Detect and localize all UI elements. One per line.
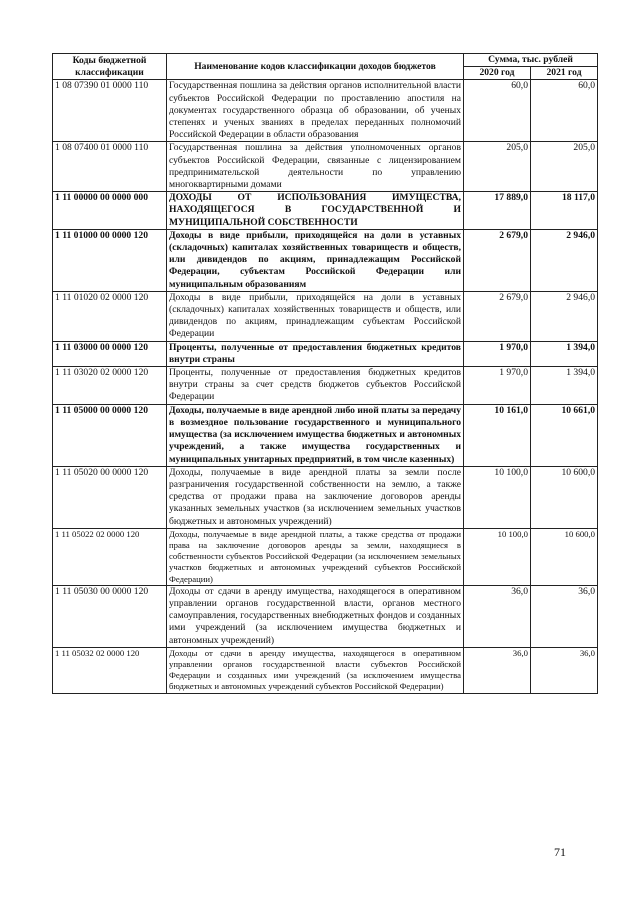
amount-2020: 10 100,0 (464, 466, 531, 528)
classification-code: 1 11 03000 00 0000 120 (53, 341, 167, 366)
revenue-name: Доходы от сдачи в аренду имущества, находящегося в оперативном управлении органов государственной власти, органов местного самоуправления, государственных внебюджетных фондов и созданных ими учреждений (за исключением имущества бюджетных и автономных учреждений) (167, 585, 464, 647)
classification-code: 1 11 05030 00 0000 120 (53, 585, 167, 647)
amount-2021: 205,0 (531, 142, 598, 192)
table-row (53, 647, 598, 693)
classification-code: 1 11 05032 02 0000 120 (53, 647, 167, 693)
amount-2021: 10 600,0 (531, 466, 598, 528)
amount-2020: 2 679,0 (464, 291, 531, 341)
table-row (53, 80, 598, 142)
table-body (53, 80, 598, 693)
header-code-column: Коды бюджетной классификации (53, 54, 167, 80)
classification-code: 1 11 01020 02 0000 120 (53, 291, 167, 341)
classification-code: 1 11 05000 00 0000 120 (53, 404, 167, 466)
page-number: 71 (554, 845, 566, 859)
amount-2021: 60,0 (531, 80, 598, 142)
amount-2021: 18 117,0 (531, 192, 598, 230)
revenue-name: Доходы от сдачи в аренду имущества, находящегося в оперативном управлении органов государственной власти субъектов Российской Федерации и созданных ими учреждений (за исключением имущества бюджетных и автономных учреждений субъектов Российской Федерации) (167, 647, 464, 693)
revenue-name: Государственная пошлина за действия органов исполнительной власти субъектов Российской Федерации по проставлению апостиля на документах государственного образца об образовании, об ученых степенях и ученых званиях в пределах переданных полномочий Российской Федерации в области образования (167, 80, 464, 142)
amount-2020: 2 679,0 (464, 229, 531, 291)
table-row (53, 404, 598, 466)
table-row (53, 229, 598, 291)
table-row (53, 466, 598, 528)
classification-code: 1 11 05020 00 0000 120 (53, 466, 167, 528)
classification-code: 1 11 03020 02 0000 120 (53, 367, 167, 405)
classification-code: 1 08 07400 01 0000 110 (53, 142, 167, 192)
amount-2021: 36,0 (531, 585, 598, 647)
revenue-name: Доходы, получаемые в виде арендной платы, а также средства от продажи права на заключение договоров аренды за земли, находящиеся в собственности субъектов Российской Федерации (за исключением земельных участков бюджетных и автономных учреждений субъектов Российской Федерации) (167, 528, 464, 585)
amount-2020: 10 161,0 (464, 404, 531, 466)
amount-2020: 205,0 (464, 142, 531, 192)
table-row (53, 585, 598, 647)
table-row (53, 192, 598, 230)
amount-2021: 1 394,0 (531, 341, 598, 366)
classification-code: 1 11 00000 00 0000 000 (53, 192, 167, 230)
header-name-column: Наименование кодов классификации доходов бюджетов (167, 54, 464, 80)
amount-2020: 10 100,0 (464, 528, 531, 585)
header-year-2020: 2020 год (464, 67, 531, 80)
budget-revenue-table (52, 53, 598, 694)
amount-2020: 1 970,0 (464, 367, 531, 405)
revenue-name: Доходы, получаемые в виде арендной платы за земли после разграничения государственной собственности на землю, а также средства от продажи права на заключение договоров аренды указанных земельных участков (за исключением земельных участков бюджетных и автономных учреждений) (167, 466, 464, 528)
table-row (53, 291, 598, 341)
classification-code: 1 11 01000 00 0000 120 (53, 229, 167, 291)
revenue-name: Проценты, полученные от предоставления бюджетных кредитов внутри страны (167, 341, 464, 366)
amount-2020: 1 970,0 (464, 341, 531, 366)
classification-code: 1 08 07390 01 0000 110 (53, 80, 167, 142)
amount-2020: 17 889,0 (464, 192, 531, 230)
revenue-name: Доходы в виде прибыли, приходящейся на доли в уставных (складочных) капиталах хозяйственных товариществ и обществ, или дивидендов по акциям, принадлежащим Российской Федерации, субъектам Российской Федерации или муниципальным образованиям (167, 229, 464, 291)
table-header-row (53, 54, 598, 67)
amount-2021: 36,0 (531, 647, 598, 693)
revenue-name: Доходы, получаемые в виде арендной либо иной платы за передачу в возмездное пользование государственного и муниципального имущества (за исключением имущества бюджетных и автономных учреждений, а также имущества государственных и муниципальных унитарных предприятий, в том числе казенных) (167, 404, 464, 466)
amount-2021: 10 661,0 (531, 404, 598, 466)
header-year-2021: 2021 год (531, 67, 598, 80)
table-row (53, 142, 598, 192)
revenue-name: ДОХОДЫ ОТ ИСПОЛЬЗОВАНИЯ ИМУЩЕСТВА, НАХОДЯЩЕГОСЯ В ГОСУДАРСТВЕННОЙ И МУНИЦИПАЛЬНОЙ СОБСТВЕННОСТИ (167, 192, 464, 230)
header-sum-column: Сумма, тыс. рублей (464, 54, 598, 67)
classification-code: 1 11 05022 02 0000 120 (53, 528, 167, 585)
amount-2020: 36,0 (464, 647, 531, 693)
amount-2020: 36,0 (464, 585, 531, 647)
amount-2021: 2 946,0 (531, 229, 598, 291)
revenue-name: Государственная пошлина за действия уполномоченных органов субъектов Российской Федерации, связанные с лицензированием предпринимательской деятельности по управлению многоквартирными домами (167, 142, 464, 192)
revenue-name: Проценты, полученные от предоставления бюджетных кредитов внутри страны за счет средств бюджетов субъектов Российской Федерации (167, 367, 464, 405)
amount-2021: 1 394,0 (531, 367, 598, 405)
revenue-name: Доходы в виде прибыли, приходящейся на доли в уставных (складочных) капиталах хозяйственных товариществ и обществ, или дивидендов по акциям, принадлежащим субъектам Российской Федерации (167, 291, 464, 341)
amount-2020: 60,0 (464, 80, 531, 142)
amount-2021: 2 946,0 (531, 291, 598, 341)
table-row (53, 341, 598, 366)
table-row (53, 528, 598, 585)
amount-2021: 10 600,0 (531, 528, 598, 585)
table-row (53, 367, 598, 405)
